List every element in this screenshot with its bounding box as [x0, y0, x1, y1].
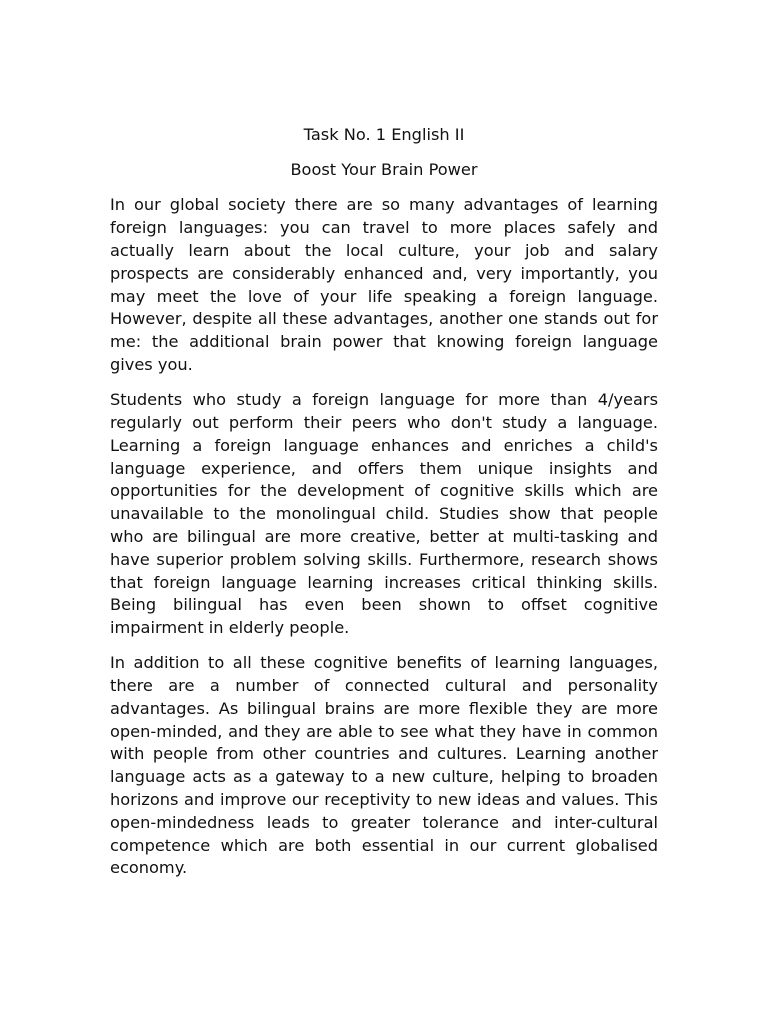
paragraph-1: In our global society there are so many advantages of learning foreign languages: you can travel to more places safely and actually learn about the local culture, your job and salary prospects are considerably enhanced and, very importantly, you may meet the love of your life speaking a foreign language. However, despite all these advantages, another one stands out for me: the additional brain power that knowing foreign language gives you.	[110, 195, 658, 374]
paragraph-3: In addition to all these cognitive benefits of learning languages, there are a number of connected cultural and personality advantages. As bilingual brains are more flexible they are more open-minded, and they are able to see what they have in common with people from other countries and cultures. Learning another language acts as a gateway to a new culture, helping to broaden horizons and improve our receptivity to new ideas and values. This open-mindedness leads to greater tolerance and inter-cultural competence which are both essential in our current globalised economy.	[110, 653, 658, 878]
paragraph-2: Students who study a foreign language for more than 4/years regularly out perform their peers who don't study a language. Learning a foreign language enhances and enriches a child's language experience, and offers them unique insights and opportunities for the development of cognitive skills which are unavailable to the monolingual child. Studies show that people who are bilingual are more creative, better at multi-tasking and have superior problem solving skills. Furthermore, research shows that foreign language learning increases critical thinking skills. Being bilingual has even been shown to offset cognitive impairment in elderly people.	[110, 390, 658, 638]
document-body	[110, 124, 658, 893]
document-subtitle: Boost Your Brain Power	[290, 160, 478, 180]
document-title: Task No. 1 English II	[303, 125, 465, 144]
